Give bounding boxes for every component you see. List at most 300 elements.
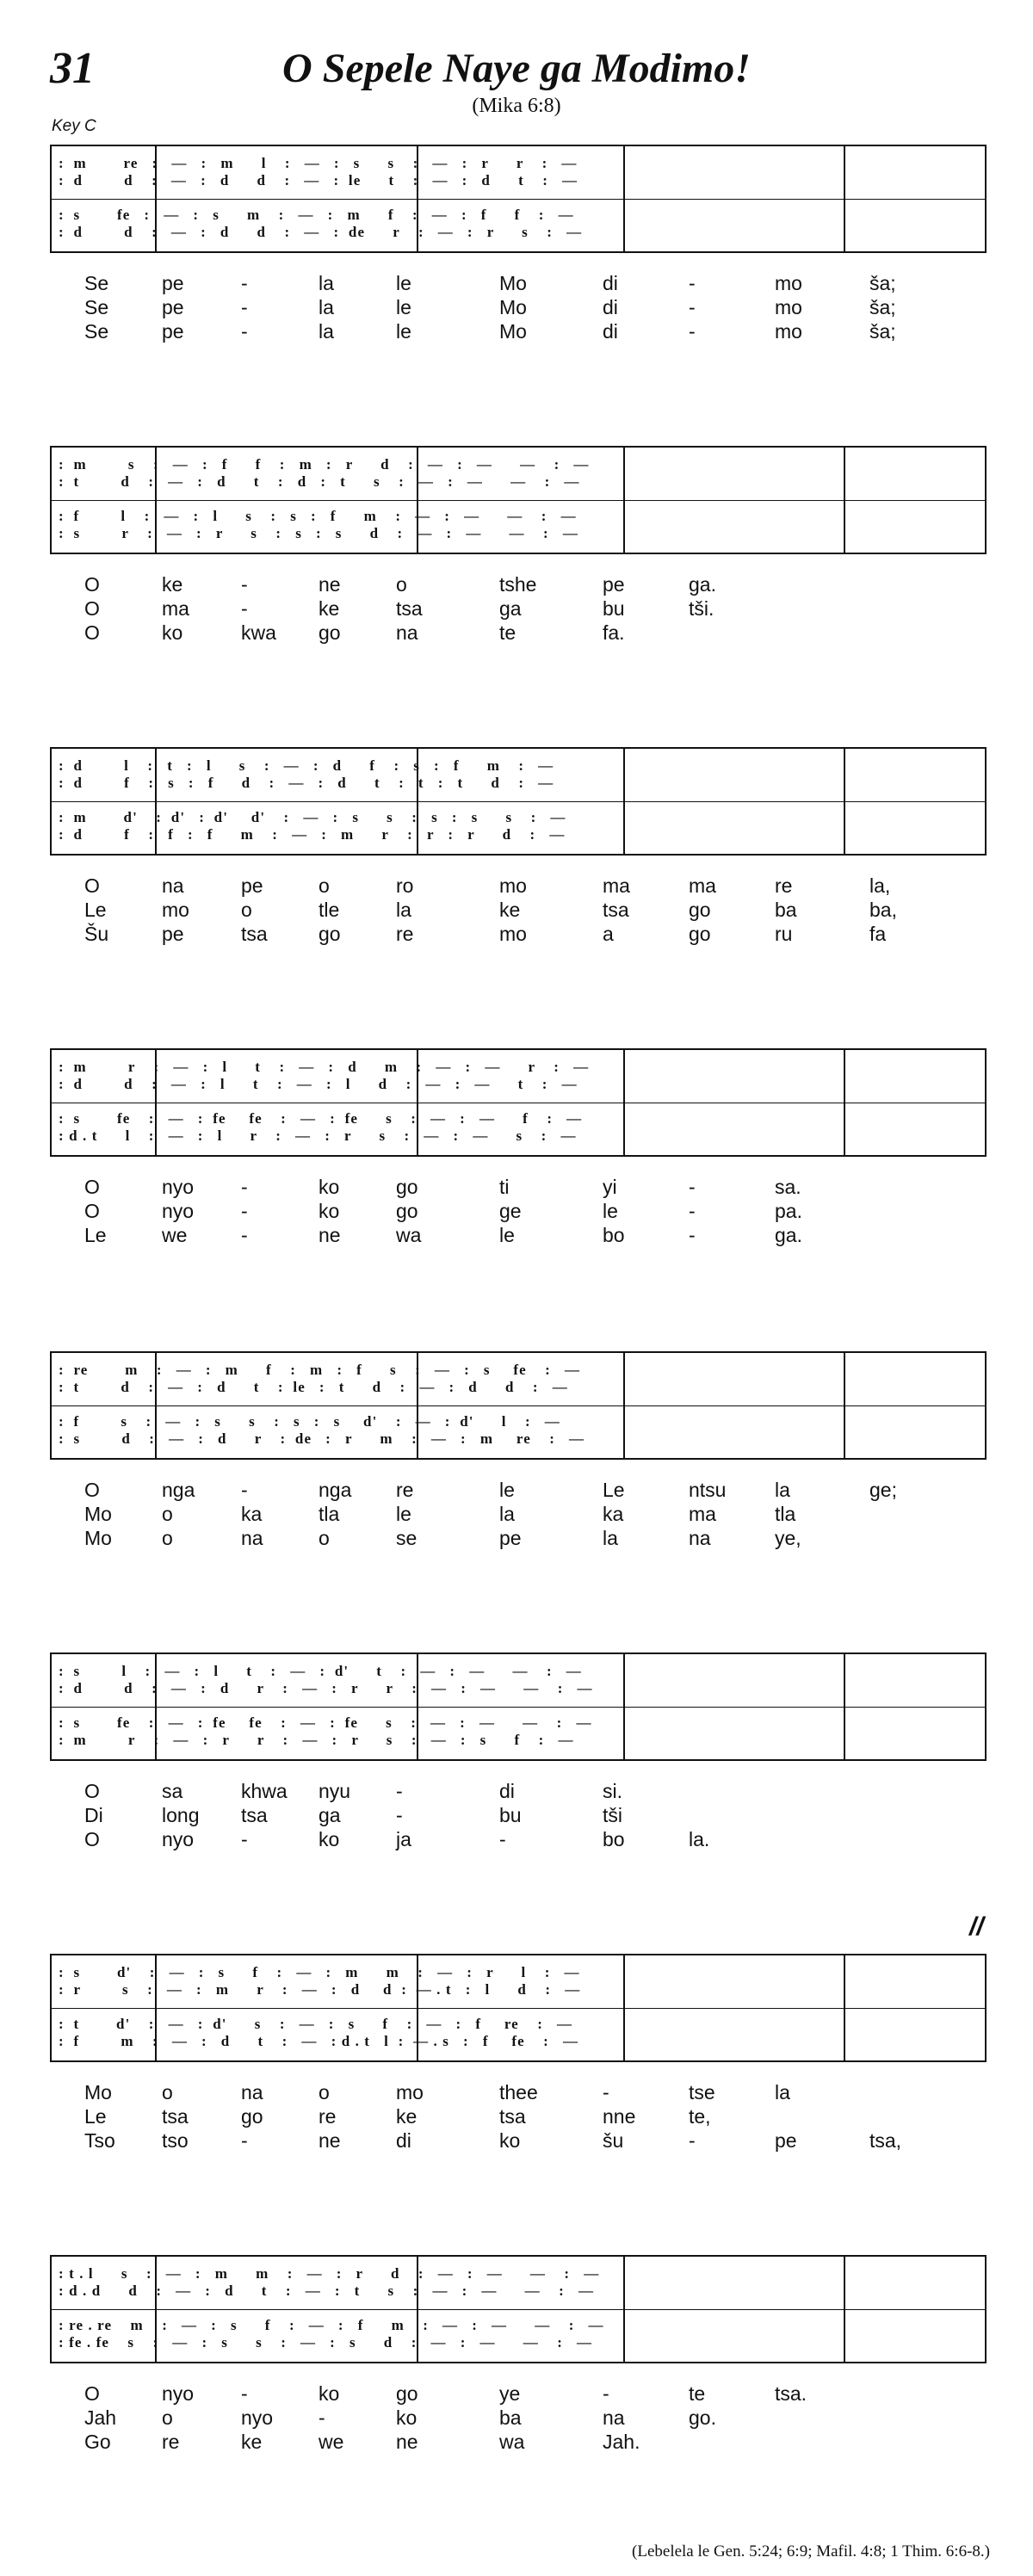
lyric-syllable: nyo xyxy=(162,2382,195,2405)
lyric-syllable: tsa xyxy=(241,1804,268,1826)
lyric-syllable: re xyxy=(162,2431,180,2453)
lyric-line xyxy=(0,320,1033,344)
lyric-syllable: nne xyxy=(603,2105,636,2128)
lyric-syllable: tso xyxy=(162,2129,189,2152)
solfa-line xyxy=(52,1076,985,1095)
music-system-1 xyxy=(50,145,987,253)
lyric-syllable: re xyxy=(396,1479,414,1501)
lyric-syllable: se xyxy=(396,1527,418,1549)
lyric-syllable: ti xyxy=(499,1176,510,1198)
lyric-syllable: ma xyxy=(689,1503,716,1525)
lyric-syllable: ko xyxy=(319,1200,340,1222)
lyric-syllable: Le xyxy=(603,1479,625,1501)
lyric-syllable: tsa, xyxy=(869,2129,902,2152)
lyric-syllable: ke xyxy=(499,899,521,921)
lyric-syllable: - xyxy=(689,1176,696,1198)
lyric-syllable: le xyxy=(396,296,411,318)
lyric-syllable: O xyxy=(84,1176,100,1198)
solfa-text: : fe . fe s : — : s s : — : s d : — : — — : — xyxy=(59,2334,593,2351)
lyric-syllable: we xyxy=(162,1224,188,1246)
lyric-syllable: go xyxy=(396,1176,418,1198)
lyric-line xyxy=(0,2431,1033,2455)
hymn-title: O Sepele Naye ga Modimo! xyxy=(282,46,751,91)
lyric-syllable: pe xyxy=(162,272,184,294)
lyric-line xyxy=(0,1780,1033,1804)
lyric-line xyxy=(0,621,1033,646)
lyric-syllable: ka xyxy=(241,1503,263,1525)
solfa-text: : d l : t : l s : — : d f : s : f m : — xyxy=(59,757,554,774)
lyric-syllable: ke xyxy=(162,573,183,596)
solfa-line xyxy=(52,2265,985,2284)
lyric-syllable: pe xyxy=(162,923,184,945)
lyric-line xyxy=(0,2406,1033,2431)
solfa-line xyxy=(52,775,985,794)
lyric-line xyxy=(0,1200,1033,1224)
lyric-syllable: - xyxy=(689,1224,696,1246)
lyric-syllable: O xyxy=(84,1200,100,1222)
solfa-line xyxy=(52,757,985,776)
lyric-syllable: wa xyxy=(499,2431,525,2453)
lyric-syllable: di xyxy=(603,272,618,294)
lyric-syllable: o xyxy=(396,573,407,596)
lyric-syllable: - xyxy=(396,1780,403,1802)
hymn-number: 31 xyxy=(50,44,95,93)
lyric-syllable: - xyxy=(241,272,248,294)
lyric-syllable: - xyxy=(241,1176,248,1198)
lyric-syllable: O xyxy=(84,1479,100,1501)
solfa-line xyxy=(52,525,985,544)
solfa-text: : t d' : — : d' s : — : s f : — : f re : — xyxy=(59,2016,573,2032)
solfa-line xyxy=(52,2334,985,2353)
lyric-line xyxy=(0,1828,1033,1852)
lyric-syllable: la xyxy=(603,1527,618,1549)
lyric-syllable: tse xyxy=(689,2081,715,2103)
lyric-syllable: di xyxy=(603,320,618,343)
lyric-line xyxy=(0,2105,1033,2129)
solfa-text: : d d : — : d d : — : le t : — : d t : — xyxy=(59,172,578,188)
lyric-syllable: pe xyxy=(775,2129,797,2152)
solfa-text: : f l : — : l s : s : f m : — : — — : — xyxy=(59,508,577,524)
lyric-syllable: ga. xyxy=(689,573,716,596)
solfa-line xyxy=(52,1663,985,1682)
lyric-line xyxy=(0,1527,1033,1551)
lyric-syllable: ko xyxy=(396,2406,418,2429)
lyric-syllable: Le xyxy=(84,899,107,921)
lyric-syllable: la. xyxy=(689,1828,710,1850)
lyric-syllable: o xyxy=(162,2081,173,2103)
lyric-line xyxy=(0,899,1033,923)
lyric-syllable: la xyxy=(319,320,334,343)
lyric-syllable: ba xyxy=(775,899,797,921)
lyric-syllable: ko xyxy=(319,2382,340,2405)
lyric-line xyxy=(0,2129,1033,2153)
lyric-syllable: - xyxy=(241,2129,248,2152)
lyric-syllable: tsa xyxy=(396,597,423,620)
solfa-text: : s d' : — : s f : — : m m : — : r l : — xyxy=(59,1964,580,1980)
lyric-syllable: thee xyxy=(499,2081,538,2103)
lyric-syllable: di xyxy=(499,1780,515,1802)
lyric-syllable: Mo xyxy=(84,2081,112,2103)
lyric-syllable: o xyxy=(319,874,330,897)
lyric-syllable: tshe xyxy=(499,573,537,596)
lyric-syllable: pa. xyxy=(775,1200,802,1222)
lyric-syllable: o xyxy=(319,2081,330,2103)
lyric-syllable: ja xyxy=(396,1828,411,1850)
solfa-line xyxy=(52,826,985,845)
lyric-syllable: nyo xyxy=(241,2406,274,2429)
lyric-line xyxy=(0,2081,1033,2105)
solfa-text: : d f : f : f m : — : m r : r : r d : — xyxy=(59,826,566,843)
lyric-syllable: a xyxy=(603,923,614,945)
lyric-syllable: go xyxy=(319,621,341,644)
solfa-text: : s r : — : r s : s : s d : — : — — : — xyxy=(59,525,578,541)
lyric-syllable: ye xyxy=(499,2382,521,2405)
solfa-text: : s fe : — : fe fe : — : fe s : — : — f : — xyxy=(59,1110,583,1127)
lyric-syllable: go xyxy=(396,1200,418,1222)
lyric-syllable: - xyxy=(499,1828,506,1850)
lyric-line xyxy=(0,573,1033,597)
lyric-syllable: go xyxy=(689,923,711,945)
lyric-syllable: go. xyxy=(689,2406,716,2429)
lyric-syllable: - xyxy=(241,573,248,596)
lyric-syllable: tla xyxy=(775,1503,796,1525)
lyric-syllable: te, xyxy=(689,2105,711,2128)
lyric-syllable: na xyxy=(162,874,184,897)
footnote-references: (Lebelela le Gen. 5:24; 6:9; Mafil. 4:8; 1 Thim. 6:6-8.) xyxy=(632,2542,990,2561)
lyric-syllable: long xyxy=(162,1804,200,1826)
lyric-syllable: la xyxy=(319,296,334,318)
lyric-syllable: O xyxy=(84,1780,100,1802)
lyric-syllable: di xyxy=(396,2129,411,2152)
lyric-syllable: ko xyxy=(162,621,183,644)
solfa-text: : re m : — : m f : m : f s : — : s fe : — xyxy=(59,1362,581,1378)
solfa-line xyxy=(52,1362,985,1381)
lyric-syllable: bu xyxy=(603,597,625,620)
lyric-syllable: pe xyxy=(241,874,263,897)
lyric-syllable: ko xyxy=(319,1176,340,1198)
solfa-line xyxy=(52,456,985,475)
scripture-reference: (Mika 6:8) xyxy=(472,95,561,117)
lyric-syllable: la, xyxy=(869,874,891,897)
lyric-syllable: le xyxy=(396,1503,411,1525)
lyric-line xyxy=(0,597,1033,621)
lyric-syllable: - xyxy=(396,1804,403,1826)
lyric-syllable: ne xyxy=(319,2129,341,2152)
lyric-syllable: tle xyxy=(319,899,340,921)
lyric-syllable: na xyxy=(603,2406,625,2429)
lyric-syllable: - xyxy=(603,2382,609,2405)
lyric-syllable: - xyxy=(319,2406,325,2429)
key-signature: Key C xyxy=(52,117,96,135)
lyric-syllable: ke xyxy=(396,2105,418,2128)
lyric-syllable: Mo xyxy=(499,296,527,318)
lyric-syllable: tsa xyxy=(499,2105,526,2128)
lyric-syllable: ke xyxy=(241,2431,263,2453)
lyric-line xyxy=(0,272,1033,296)
lyric-syllable: - xyxy=(689,2129,696,2152)
lyric-syllable: go xyxy=(396,2382,418,2405)
solfa-text: : d . t l : — : l r : — : r s : — : — s : — xyxy=(59,1127,577,1144)
lyric-syllable: sa. xyxy=(775,1176,801,1198)
lyric-line xyxy=(0,1503,1033,1527)
lyric-syllable: ma xyxy=(603,874,630,897)
solfa-text: : m d' : d' : d' d' : — : s s : s : s s : — xyxy=(59,809,566,825)
lyric-syllable: - xyxy=(689,272,696,294)
solfa-line xyxy=(52,1379,985,1398)
lyric-syllable: ba xyxy=(499,2406,522,2429)
solfa-line xyxy=(52,155,985,174)
lyric-syllable: tsa xyxy=(241,923,268,945)
lyric-line xyxy=(0,1479,1033,1503)
lyric-syllable: na xyxy=(396,621,418,644)
lyric-syllable: ga xyxy=(319,1804,341,1826)
lyric-syllable: re xyxy=(319,2105,337,2128)
lyric-syllable: le xyxy=(603,1200,618,1222)
lyric-syllable: ntsu xyxy=(689,1479,727,1501)
lyric-line xyxy=(0,2382,1033,2406)
lyric-syllable: Le xyxy=(84,1224,107,1246)
solfa-line xyxy=(52,1430,985,1449)
music-system-2 xyxy=(50,446,987,554)
lyric-syllable: - xyxy=(241,1479,248,1501)
lyric-syllable: la xyxy=(319,272,334,294)
lyric-line xyxy=(0,1224,1033,1248)
solfa-text: : d . d d : — : d t : — : t s : — : — — : — xyxy=(59,2283,595,2299)
lyric-syllable: bo xyxy=(603,1828,625,1850)
lyric-syllable: - xyxy=(241,597,248,620)
lyric-syllable: mo xyxy=(396,2081,424,2103)
lyric-syllable: go xyxy=(241,2105,263,2128)
lyric-syllable: la xyxy=(499,1503,515,1525)
lyric-syllable: Se xyxy=(84,272,109,294)
solfa-line xyxy=(52,1127,985,1146)
lyric-syllable: Mo xyxy=(84,1527,112,1549)
lyric-syllable: la xyxy=(775,1479,790,1501)
lyric-syllable: pe xyxy=(162,296,184,318)
lyric-syllable: Jah xyxy=(84,2406,117,2429)
solfa-text: : s fe : — : fe fe : — : fe s : — : — — : — xyxy=(59,1714,592,1731)
lyric-syllable: - xyxy=(241,1224,248,1246)
lyric-syllable: - xyxy=(241,320,248,343)
solfa-text: : t d : — : d t : d : t s : — : — — : — xyxy=(59,473,580,490)
solfa-line xyxy=(52,809,985,828)
lyric-syllable: mo xyxy=(775,320,802,343)
lyric-syllable: O xyxy=(84,573,100,596)
lyric-syllable: o xyxy=(162,1503,173,1525)
lyric-syllable: mo xyxy=(499,923,527,945)
lyric-syllable: nyo xyxy=(162,1176,195,1198)
lyric-syllable: fa. xyxy=(603,621,625,644)
lyric-syllable: ru xyxy=(775,923,793,945)
lyric-syllable: ne xyxy=(319,573,341,596)
lyric-syllable: ka xyxy=(603,1503,624,1525)
lyric-syllable: bu xyxy=(499,1804,522,1826)
lyric-syllable: Šu xyxy=(84,923,109,945)
lyric-line xyxy=(0,923,1033,947)
lyric-syllable: bo xyxy=(603,1224,625,1246)
lyric-syllable: go xyxy=(689,899,711,921)
lyric-syllable: re xyxy=(396,923,414,945)
lyric-syllable: tsa xyxy=(603,899,629,921)
lyric-syllable: na xyxy=(241,2081,263,2103)
solfa-text: : m r : — : l t : — : d m : — : — r : — xyxy=(59,1059,590,1075)
lyric-syllable: ne xyxy=(319,1224,341,1246)
lyric-syllable: pe xyxy=(499,1527,522,1549)
music-system-8 xyxy=(50,2255,987,2363)
lyric-syllable: - xyxy=(689,320,696,343)
lyric-syllable: ma xyxy=(689,874,716,897)
lyric-syllable: le xyxy=(396,272,411,294)
lyric-syllable: ge xyxy=(499,1200,522,1222)
lyric-syllable: nyo xyxy=(162,1200,195,1222)
lyric-syllable: ša; xyxy=(869,296,896,318)
solfa-text: : m r : — : r r : — : r s : — : s f : — xyxy=(59,1732,574,1748)
lyric-syllable: Se xyxy=(84,320,109,343)
lyric-syllable: Di xyxy=(84,1804,103,1826)
lyric-syllable: - xyxy=(689,296,696,318)
lyric-syllable: - xyxy=(241,296,248,318)
lyric-syllable: na xyxy=(689,1527,711,1549)
solfa-text: : d d : — : d r : — : r r : — : — — : — xyxy=(59,1680,593,1696)
lyric-syllable: tši xyxy=(603,1804,622,1826)
lyric-syllable: te xyxy=(689,2382,706,2405)
solfa-line xyxy=(52,172,985,191)
lyric-syllable: ro xyxy=(396,874,414,897)
lyric-syllable: ye, xyxy=(775,1527,801,1549)
lyric-syllable: Mo xyxy=(499,272,527,294)
lyric-syllable: O xyxy=(84,621,100,644)
solfa-line xyxy=(52,1981,985,2000)
solfa-text: : m s : — : f f : m : r d : — : — — : — xyxy=(59,456,590,473)
lyric-syllable: we xyxy=(319,2431,344,2453)
lyric-syllable: mo xyxy=(775,296,802,318)
lyric-syllable: la xyxy=(396,899,411,921)
lyric-syllable: - xyxy=(241,2382,248,2405)
lyric-syllable: ke xyxy=(319,597,340,620)
solfa-line xyxy=(52,1964,985,1983)
lyric-syllable: nga xyxy=(319,1479,352,1501)
lyric-syllable: le xyxy=(396,320,411,343)
lyric-line xyxy=(0,1804,1033,1828)
solfa-text: : t . l s : — : m m : — : r d : — : — — : — xyxy=(59,2265,600,2282)
lyric-syllable: pe xyxy=(162,320,184,343)
lyric-syllable: le xyxy=(499,1479,515,1501)
lyric-syllable: nga xyxy=(162,1479,195,1501)
lyric-syllable: yi xyxy=(603,1176,617,1198)
lyric-syllable: tsa. xyxy=(775,2382,807,2405)
lyric-syllable: Mo xyxy=(84,1503,112,1525)
lyric-syllable: Jah. xyxy=(603,2431,640,2453)
lyric-syllable: di xyxy=(603,296,618,318)
lyric-syllable: Go xyxy=(84,2431,111,2453)
solfa-text: : t d : — : d t : le : t d : — : d d : — xyxy=(59,1379,568,1395)
lyric-syllable: Se xyxy=(84,296,109,318)
solfa-text: : m re : — : m l : — : s s : — : r r : — xyxy=(59,155,578,171)
lyric-syllable: pe xyxy=(603,573,625,596)
music-system-7 xyxy=(50,1954,987,2062)
lyric-syllable: - xyxy=(241,1200,248,1222)
lyric-syllable: Le xyxy=(84,2105,107,2128)
solfa-line xyxy=(52,2283,985,2301)
lyric-syllable: le xyxy=(499,1224,515,1246)
lyric-syllable: ge; xyxy=(869,1479,897,1501)
lyric-syllable: go xyxy=(319,923,341,945)
lyric-syllable: ša; xyxy=(869,272,896,294)
lyric-syllable: wa xyxy=(396,1224,422,1246)
solfa-line xyxy=(52,1413,985,1432)
lyric-line xyxy=(0,874,1033,899)
solfa-line xyxy=(52,2033,985,2052)
lyric-syllable: o xyxy=(241,899,252,921)
lyric-syllable: O xyxy=(84,2382,100,2405)
lyric-syllable: - xyxy=(689,1200,696,1222)
lyric-syllable: o xyxy=(319,1527,330,1549)
solfa-text: : f s : — : s s : s : s d' : — : d' l : — xyxy=(59,1413,560,1430)
solfa-line xyxy=(52,473,985,492)
solfa-line xyxy=(52,1680,985,1699)
lyric-syllable: nyo xyxy=(162,1828,195,1850)
solfa-line xyxy=(52,508,985,527)
lyric-syllable: - xyxy=(603,2081,609,2103)
solfa-text: : re . re m : — : s f : — : f m : — : — — : — xyxy=(59,2317,604,2333)
solfa-text: : d d : — : d d : — : de r : — : r s : — xyxy=(59,224,583,240)
solfa-line xyxy=(52,207,985,225)
lyric-syllable: si. xyxy=(603,1780,622,1802)
solfa-text: : r s : — : m r : — : d d : — . t : l d : — xyxy=(59,1981,581,1998)
lyric-syllable: mo xyxy=(499,874,527,897)
lyric-syllable: O xyxy=(84,874,100,897)
lyric-line xyxy=(0,296,1033,320)
lyric-syllable: Tso xyxy=(84,2129,115,2152)
lyric-syllable: tsa xyxy=(162,2105,189,2128)
music-system-3 xyxy=(50,747,987,856)
lyric-syllable: nyu xyxy=(319,1780,351,1802)
solfa-line xyxy=(52,1714,985,1733)
repeat-mark: // xyxy=(969,1912,984,1941)
solfa-text: : s fe : — : s m : — : m f : — : f f : — xyxy=(59,207,574,223)
solfa-line xyxy=(52,2317,985,2336)
lyric-syllable: ša; xyxy=(869,320,896,343)
music-system-4 xyxy=(50,1048,987,1157)
lyric-syllable: mo xyxy=(775,272,802,294)
lyric-syllable: te xyxy=(499,621,516,644)
lyric-syllable: - xyxy=(241,1828,248,1850)
lyric-syllable: ma xyxy=(162,597,189,620)
solfa-text: : s l : — : l t : — : d' t : — : — — : — xyxy=(59,1663,582,1679)
solfa-line xyxy=(52,2016,985,2035)
lyric-syllable: šu xyxy=(603,2129,624,2152)
lyric-syllable: tla xyxy=(319,1503,340,1525)
lyric-syllable: fa xyxy=(869,923,887,945)
music-system-6 xyxy=(50,1652,987,1761)
lyric-syllable: ga xyxy=(499,597,522,620)
lyric-syllable: mo xyxy=(162,899,189,921)
lyric-syllable: o xyxy=(162,2406,173,2429)
solfa-line xyxy=(52,1110,985,1129)
lyric-syllable: ga. xyxy=(775,1224,802,1246)
lyric-syllable: ko xyxy=(499,2129,521,2152)
music-system-5 xyxy=(50,1351,987,1460)
lyric-syllable: khwa xyxy=(241,1780,288,1802)
solfa-line xyxy=(52,1059,985,1078)
solfa-line xyxy=(52,224,985,243)
lyric-syllable: ba, xyxy=(869,899,897,921)
solfa-text: : d f : s : f d : — : d t : t : t d : — xyxy=(59,775,554,791)
lyric-syllable: O xyxy=(84,1828,100,1850)
lyric-syllable: re xyxy=(775,874,793,897)
lyric-syllable: o xyxy=(162,1527,173,1549)
solfa-text: : d d : — : l t : — : l d : — : — t : — xyxy=(59,1076,578,1092)
